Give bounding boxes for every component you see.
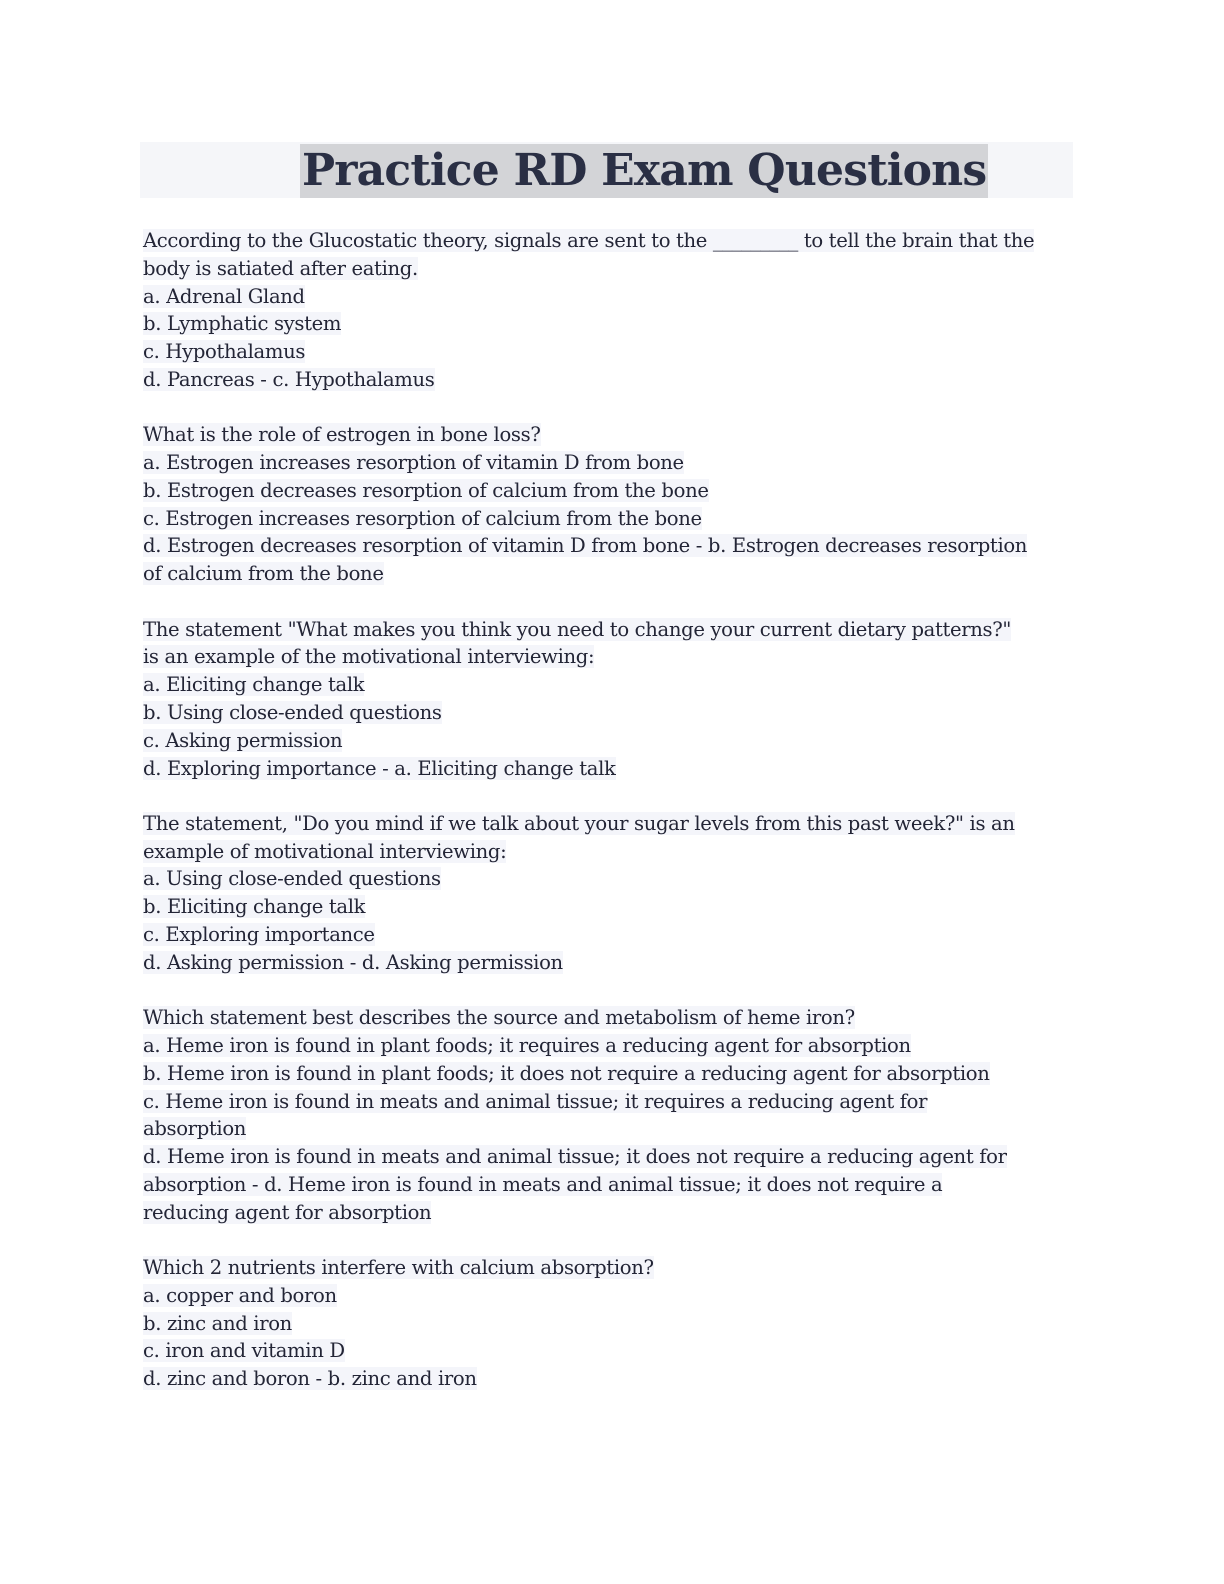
answer-option-with-key: d. Exploring importance - a. Eliciting change talk [143,756,616,780]
answer-option: a. Heme iron is found in plant foods; it requires a reducing agent for absorption [143,1033,911,1057]
answer-option: a. copper and boron [143,1283,337,1307]
question-block [143,616,1078,783]
answer-key-continued: of calcium from the bone [143,562,384,586]
answer-option: c. Exploring importance [143,923,375,947]
question-text: is an example of the motivational interviewing: [143,645,595,669]
answer-option-continued: absorption [143,1117,247,1141]
question-list [143,227,1078,1420]
answer-option: b. Heme iron is found in plant foods; it does not require a reducing agent for absorption [143,1061,990,1085]
answer-option: b. Estrogen decreases resorption of calcium from the bone [143,478,709,502]
question-text: The statement, "Do you mind if we talk about your sugar levels from this past week?" is an [143,811,1015,835]
question-block [143,227,1078,394]
answer-option: c. Heme iron is found in meats and animal tissue; it requires a reducing agent for [143,1089,928,1113]
answer-option: a. Using close-ended questions [143,867,441,891]
answer-option-with-key: d. zinc and boron - b. zinc and iron [143,1367,477,1391]
answer-option: c. Estrogen increases resorption of calcium from the bone [143,506,702,530]
answer-option: b. zinc and iron [143,1311,292,1335]
question-block [143,1004,1078,1226]
question-text: example of motivational interviewing: [143,839,507,863]
answer-option: c. Asking permission [143,728,343,752]
answer-option: b. Using close-ended questions [143,700,442,724]
question-block [143,1254,1078,1393]
answer-option: a. Estrogen increases resorption of vitamin D from bone [143,451,684,475]
answer-option: b. Lymphatic system [143,312,342,336]
answer-option-with-key: d. Pancreas - c. Hypothalamus [143,367,435,391]
question-text: According to the Glucostatic theory, signals are sent to the _________ to tell the brain that the [143,229,1035,252]
question-text: What is the role of estrogen in bone loss? [143,423,541,447]
answer-key-continued: absorption - d. Heme iron is found in meats and animal tissue; it does not require a [143,1172,943,1196]
answer-key-continued: reducing agent for absorption [143,1200,432,1224]
answer-option: a. Eliciting change talk [143,673,365,697]
answer-option: c. iron and vitamin D [143,1339,345,1363]
answer-option-with-key: d. Heme iron is found in meats and animal tissue; it does not require a reducing agent for [143,1145,1007,1169]
answer-option-with-key: d. Asking permission - d. Asking permission [143,950,563,974]
question-text: Which statement best describes the source and metabolism of heme iron? [143,1006,855,1030]
answer-option: c. Hypothalamus [143,340,306,364]
question-text: The statement "What makes you think you need to change your current dietary patterns?" [143,617,1012,641]
question-text: Which 2 nutrients interfere with calcium absorption? [143,1256,654,1279]
answer-option: b. Eliciting change talk [143,895,366,919]
answer-option-with-key: d. Estrogen decreases resorption of vitamin D from bone - b. Estrogen decreases resorption [143,534,1028,558]
question-block [143,421,1078,588]
page-title: Practice RD Exam Questions [302,145,987,196]
question-block [143,810,1078,977]
question-text: body is satiated after eating. [143,256,418,280]
answer-option: a. Adrenal Gland [143,284,305,308]
